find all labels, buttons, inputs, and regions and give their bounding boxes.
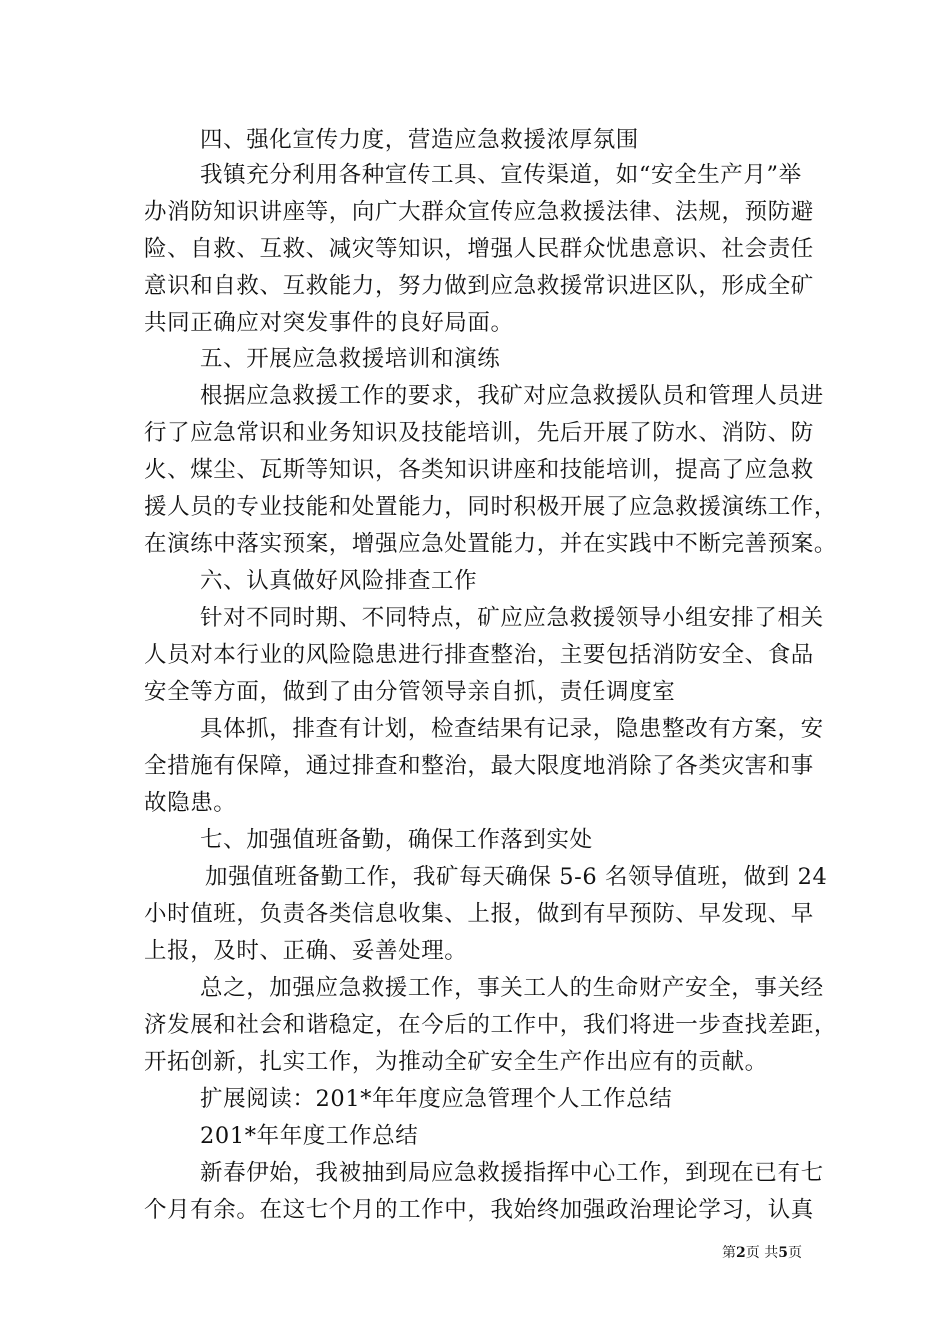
paragraph-line: 行了应急常识和业务知识及技能培训，先后开展了防水、消防、防	[144, 420, 814, 446]
footer-middle: 页 共	[745, 1245, 779, 1261]
paragraph-line: 人员对本行业的风险隐患进行排查整治，主要包括消防安全、食品	[144, 642, 814, 668]
footer-suffix: 页	[787, 1245, 802, 1261]
paragraph-line: 险、自救、互救、减灾等知识，增强人民群众忧患意识、社会责任	[144, 236, 814, 262]
paragraph-line: 具体抓，排查有计划，检查结果有记录，隐患整改有方案，安	[200, 716, 824, 742]
page-footer	[722, 1244, 802, 1262]
section-heading-4: 四、强化宣传力度，营造应急救援浓厚氛围	[200, 127, 639, 153]
paragraph-line: 安全等方面，做到了由分管领导亲自抓，责任调度室	[144, 679, 676, 705]
total-page-number: 5	[778, 1245, 788, 1261]
paragraph-line: 我镇充分利用各种宣传工具、宣传渠道，如“安全生产月”举	[200, 162, 802, 188]
section-heading-5: 五、开展应急救援培训和演练	[200, 346, 501, 372]
paragraph-line: 针对不同时期、不同特点，矿应应急救援领导小组安排了相关	[200, 605, 824, 631]
paragraph-line: 全措施有保障，通过排查和整治，最大限度地消除了各类灾害和事	[144, 753, 814, 779]
paragraph-line: 开拓创新，扎实工作，为推动全矿安全生产作出应有的贡献。	[144, 1049, 768, 1075]
paragraph-line: 在演练中落实预案，增强应急处置能力，并在实践中不断完善预案。	[144, 531, 838, 557]
paragraph-line: 意识和自救、互救能力，努力做到应急救援常识进区队，形成全矿	[144, 273, 814, 299]
paragraph-line: 办消防知识讲座等，向广大群众宣传应急救援法律、法规，预防避	[144, 199, 814, 225]
section-heading-7: 七、加强值班备勤，确保工作落到实处	[200, 827, 593, 853]
paragraph-line: 火、煤尘、瓦斯等知识，各类知识讲座和技能培训，提高了应急救	[144, 457, 814, 483]
paragraph-line: 上报，及时、正确、妥善处理。	[144, 938, 468, 964]
paragraph-line: 济发展和社会和谐稳定，在今后的工作中，我们将进一步查找差距，	[144, 1012, 838, 1038]
current-page-number: 2	[736, 1245, 746, 1261]
paragraph-line: 共同正确应对突发事件的良好局面。	[144, 310, 514, 336]
subdocument-title: 201*年年度工作总结	[200, 1123, 419, 1149]
paragraph-line: 援人员的专业技能和处置能力，同时积极开展了应急救援演练工作，	[144, 494, 838, 520]
paragraph-line: 个月有余。在这七个月的工作中，我始终加强政治理论学习，认真	[144, 1197, 814, 1223]
paragraph-line: 小时值班，负责各类信息收集、上报，做到有早预防、早发现、早	[144, 901, 814, 927]
extended-reading-title: 扩展阅读：201*年年度应急管理个人工作总结	[200, 1086, 673, 1112]
paragraph-line: 总之，加强应急救援工作，事关工人的生命财产安全，事关经	[200, 975, 824, 1001]
section-heading-6: 六、认真做好风险排查工作	[200, 568, 478, 594]
paragraph-line: 新春伊始，我被抽到局应急救援指挥中心工作，到现在已有七	[200, 1160, 824, 1186]
footer-prefix: 第	[722, 1245, 736, 1261]
paragraph-line: 加强值班备勤工作，我矿每天确保 5-6 名领导值班，做到 24	[205, 864, 828, 890]
paragraph-line: 根据应急救援工作的要求，我矿对应急救援队员和管理人员进	[200, 383, 824, 409]
paragraph-line: 故隐患。	[144, 790, 237, 816]
